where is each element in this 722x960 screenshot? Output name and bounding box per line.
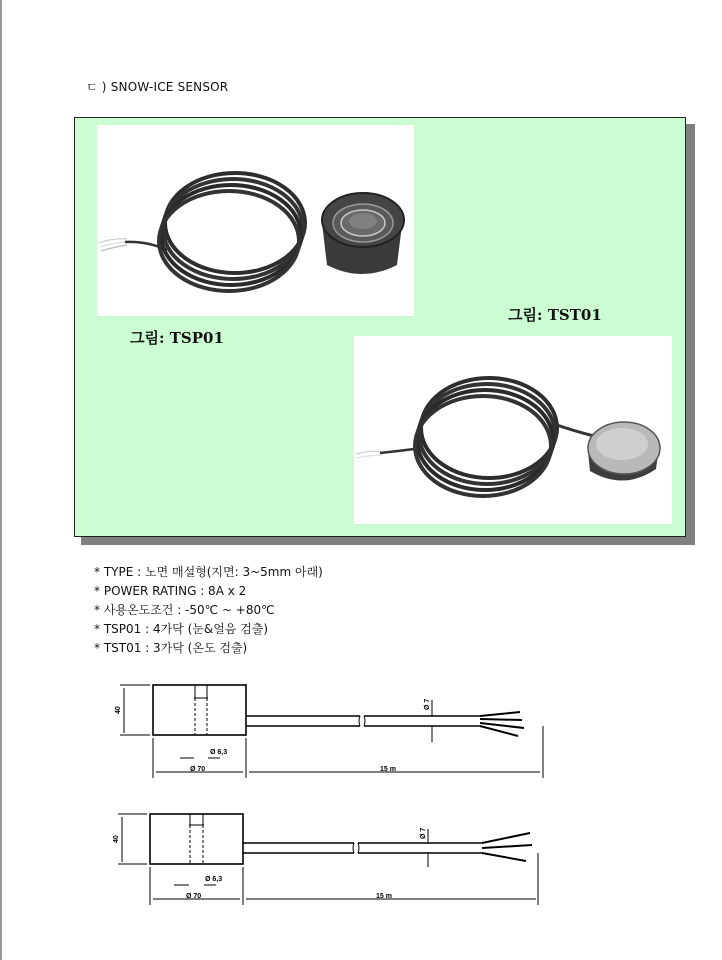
dim-body-dia: Ø 70 [190, 766, 206, 773]
page-left-border [0, 0, 2, 960]
dim-cable-dia: Ø 7 [424, 698, 431, 710]
spec-tsp01: * TSP01 : 4가닥 (눈&얼음 검출) [94, 620, 323, 639]
spec-operating-temp: * 사용온도조건 : -50℃ ~ +80℃ [94, 601, 323, 620]
spec-power-rating: * POWER RATING : 8A x 2 [94, 582, 323, 601]
dim-cable-dia: Ø 7 [420, 827, 427, 839]
dim-cable-length: 15 m [380, 766, 396, 773]
spec-tst01: * TST01 : 3가닥 (온도 검출) [94, 639, 323, 658]
tsp01-illustration [97, 125, 414, 316]
spec-list [94, 563, 323, 658]
caption-tst01: 그림: TST01 [508, 306, 602, 324]
dimension-drawing-tst01 [110, 805, 550, 909]
dim-hole-dia: Ø 6,3 [210, 749, 228, 756]
dimension-drawing-tsp01 [110, 678, 550, 782]
dim-hole-dia: Ø 6,3 [205, 876, 223, 883]
tst01-illustration [354, 336, 672, 524]
dim-cable-length: 15 m [376, 893, 392, 900]
dim-body-dia: Ø 70 [186, 893, 202, 900]
section-heading: ㄷ ) SNOW-ICE SENSOR [86, 80, 229, 94]
dim-height: 40 [113, 835, 120, 843]
tsp01-photo [97, 125, 414, 316]
spec-type: * TYPE : 노면 매설형(지면: 3~5mm 아래) [94, 563, 323, 582]
tst01-photo [354, 336, 672, 524]
caption-tsp01: 그림: TSP01 [130, 329, 224, 347]
dim-height: 40 [115, 706, 122, 714]
